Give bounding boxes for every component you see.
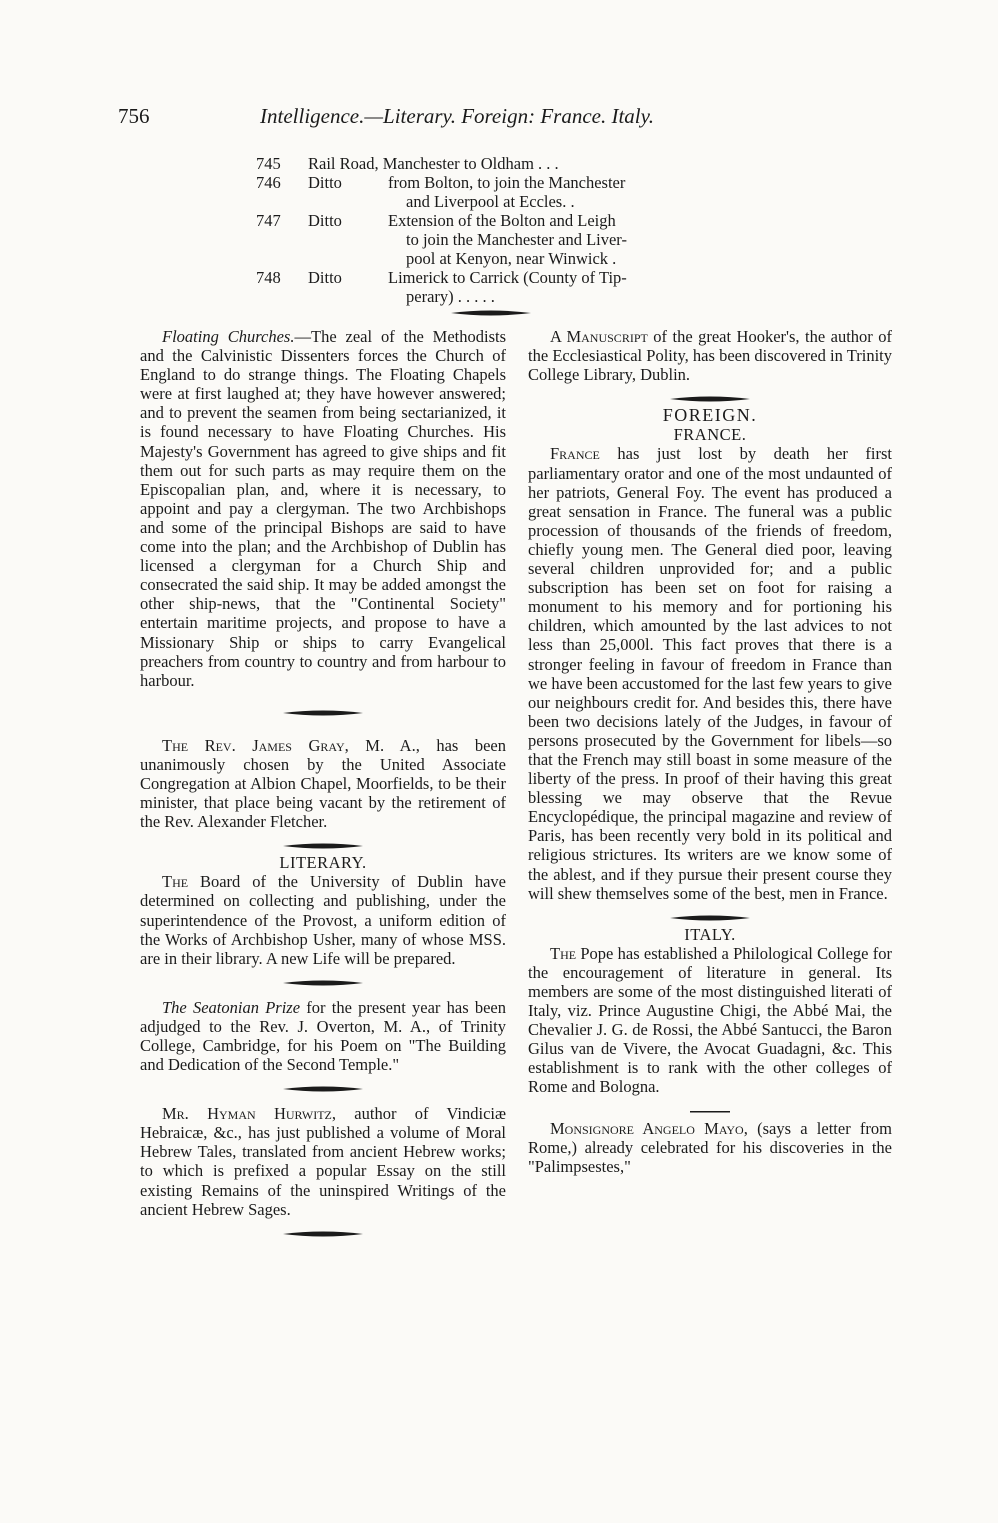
- patent-line: perary) . . . . .: [406, 287, 495, 306]
- patent-line: Limerick to Carrick (County of Tip-: [388, 268, 627, 287]
- patent-description: [388, 268, 726, 306]
- paragraph-lead: The Rev. James Gray,: [162, 735, 349, 755]
- patent-number: 746: [256, 173, 281, 192]
- manuscript-paragraph: [528, 327, 892, 384]
- paragraph-lead: Monsignore Angelo Mayo,: [550, 1118, 748, 1138]
- paragraph-lead: A Manuscript: [550, 327, 648, 346]
- patent-line: from Bolton, to join the Manchester: [388, 173, 626, 192]
- hurwitz-paragraph: [140, 1104, 506, 1219]
- paragraph-text: of the great Hooker's, the author of the Ecclesiastical Polity, has been discovered in Trinity College Library, Dublin.: [528, 327, 893, 385]
- paragraph-lead: France: [550, 444, 600, 464]
- ornamental-rule: [140, 1227, 506, 1241]
- paragraph-lead: The Seatonian Prize: [162, 997, 301, 1017]
- ornamental-rule: [140, 976, 506, 990]
- ornamental-rule: [140, 706, 506, 720]
- patent-ditto: Ditto: [308, 173, 342, 192]
- floating-churches-paragraph: [140, 327, 506, 690]
- paragraph-text: M. A., has been unanimously chosen by the United Associate Congregation at Albion Chapel, Moorfields, to be their minister, that place being vacant by the retirement of the Rev. Alexander Fletcher.: [140, 735, 506, 832]
- running-title: Intelligence.—Literary. Foreign: France. Italy.: [260, 104, 655, 128]
- page-header: [118, 104, 878, 136]
- patent-line: Rail Road, Manchester to Oldham . . .: [308, 154, 559, 173]
- page-number: 756: [118, 104, 150, 128]
- paragraph-text: for the present year has been adjudged to the Rev. J. Overton, M. A., of Trinity College, Cambridge, for his Poem on "The Building and Dedication of the Second Temple.": [140, 997, 507, 1075]
- patent-number: 745: [256, 154, 281, 173]
- patent-ditto: Ditto: [308, 268, 342, 287]
- james-gray-paragraph: [140, 736, 506, 831]
- ornamental-rule: [528, 911, 892, 925]
- patent-number: 748: [256, 268, 281, 287]
- paragraph-text: —The zeal of the Methodists and the Calvinistic Dissenters forces the Church of England to do strange things. The Floating Chapels were at first laughed at; they have however answered; and to prevent the seamen from being sectarianized, it is found necessary to have Floating Churches. His Majesty's Government has agreed to give ships and fit them out for such parts as may require them on the Episcopalian plan, and, where it is necessary, to appoint and pay a clergyman. The two Archbishops and some of the principal Bishops are said to have come into the plan; and the Archbishop of Dublin has licensed a clergyman for a Church Ship and consecrated the said ship. It may be added amongst the other ship-news, that the "Continental Society" entertain maritime projects, and propose to have a Missionary Ship or ships to carry Evangelical preachers from country to country and from harbour to harbour.: [140, 327, 506, 690]
- patent-row: [256, 211, 726, 268]
- italy-heading: ITALY.: [684, 924, 736, 944]
- paragraph-lead: The: [162, 872, 189, 892]
- paragraph-text: has just lost by death her first parliamentary orator and one of the most undaunted of her patriots, General Foy. The event has produced a great sensation in France. The funeral was a public procession of thousands of the friends of freedom, chiefly young men. The General died poor, leaving several children unprovided for; and a public subscription has been set on foot for raising a monument to his memory and for portioning his children, which amounted by the last advices to not less than 25,000l. This fact proves that there is a stronger feeling in favour of freedom in France than we have been accustomed for the last few years to give our neighbours credit for. And besides this, there have been two decisions lately of the Judges, in favour of persons prosecuted by the Government for libels—so that the French may still boast in some measure of the liberty of the press. In proof of their having this great blessing we may observe that the Revue Encyclopédique, the principal magazine and review of Paris, has been recently very bold in its political and religious strictures. Its writers are we know some of the ablest, and if they pursue their present course they will shew themselves some of the best, men in France.: [528, 444, 892, 903]
- patent-line: Extension of the Bolton and Leigh: [388, 211, 616, 230]
- paragraph-lead: Mr. Hyman Hurwitz,: [162, 1104, 337, 1124]
- patent-list: [256, 154, 726, 320]
- patent-description: [388, 211, 726, 268]
- paragraph-text: Pope has established a Philological College for the encouragement of literature in general. Its members are some of the most distinguished literati of Italy, viz. Prince Augustine Chigi, the Abbé Mai, the Chevalier J. G. de Rossi, the Abbé Santucci, the Baron Gilus van de Vivere, the Avocat Guadagni, &c. This establishment is to rank with the other colleges of Rome and Bologna.: [528, 943, 892, 1097]
- patent-row: [256, 268, 726, 306]
- mayo-paragraph: [528, 1119, 892, 1176]
- patent-row: [256, 173, 726, 211]
- dublin-board-paragraph: [140, 872, 506, 967]
- left-column: [140, 327, 506, 1241]
- patent-number: 747: [256, 211, 281, 230]
- patent-line: to join the Manchester and Liver-: [406, 230, 627, 249]
- patent-description: [308, 154, 726, 173]
- ornamental-rule: [140, 1082, 506, 1096]
- italy-paragraph: [528, 944, 892, 1097]
- paragraph-text: Board of the University of Dublin have determined on collecting and publishing, under the superintendence of the Provost, a uniform edition of the Works of Archbishop Usher, many of whose MSS. are in their library. A new Life will be prepared.: [140, 872, 506, 968]
- ornamental-rule: [528, 1105, 892, 1119]
- patent-line: pool at Kenyon, near Winwick .: [406, 249, 617, 268]
- paragraph-lead: The: [550, 943, 577, 963]
- foreign-heading: FOREIGN.: [662, 405, 758, 426]
- patent-description: [388, 173, 726, 211]
- ornamental-rule: [256, 306, 726, 320]
- patent-ditto: Ditto: [308, 211, 342, 230]
- ornamental-rule: [528, 392, 892, 406]
- paragraph-text: author of Vindiciæ Hebraicæ, &c., has just published a volume of Moral Hebrew Tales, translated from ancient Hebrew works; to which is prefixed a popular Essay on the still existing Remains of the uninspired Writings of the ancient Hebrew Sages.: [140, 1104, 507, 1219]
- literary-heading: LITERARY.: [279, 853, 367, 873]
- ornamental-rule: [140, 839, 506, 853]
- france-paragraph: [528, 444, 892, 902]
- right-column: [528, 327, 892, 1176]
- patent-row: [256, 154, 726, 173]
- seatonian-paragraph: [140, 998, 506, 1074]
- france-heading: FRANCE.: [673, 425, 747, 445]
- paragraph-text: (says a letter from Rome,) already celebrated for his discoveries in the "Palimpsestes,": [528, 1118, 892, 1176]
- patent-line: and Liverpool at Eccles. .: [406, 192, 575, 211]
- paragraph-lead: Floating Churches.: [162, 327, 295, 346]
